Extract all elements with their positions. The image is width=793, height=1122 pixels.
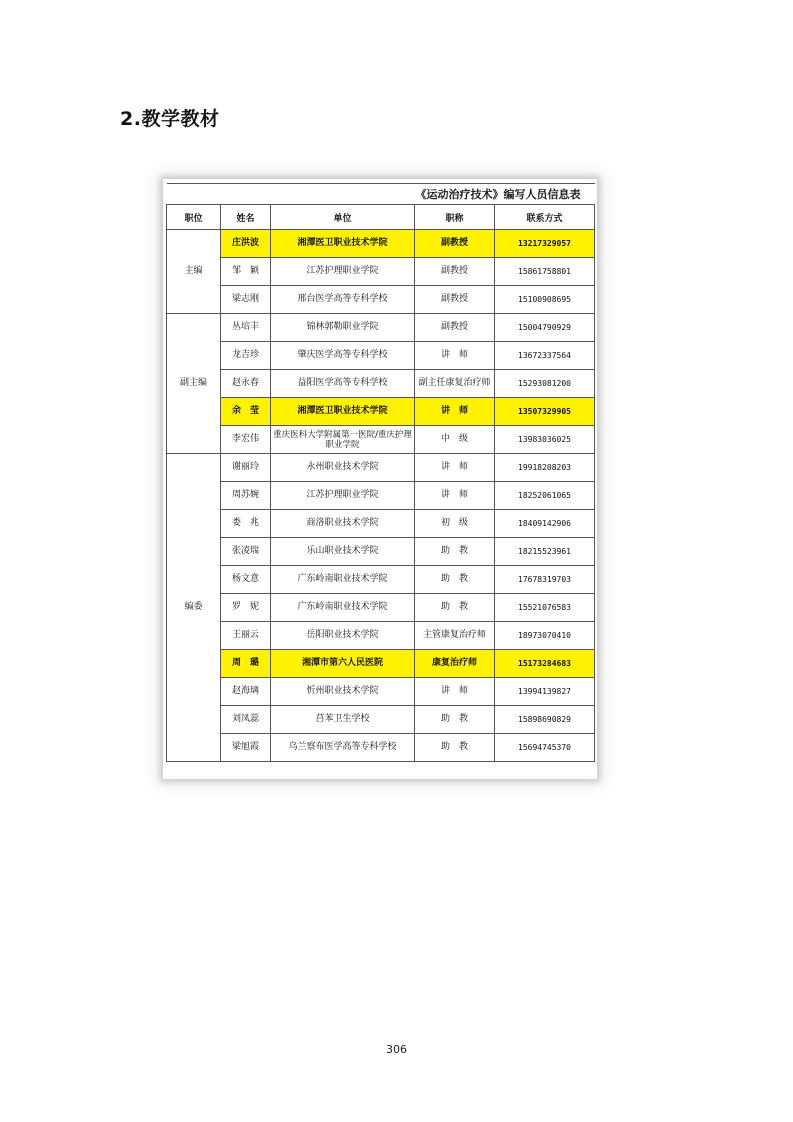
header-unit: 单位 <box>271 205 415 230</box>
title-cell: 助 教 <box>415 594 495 622</box>
table-row <box>167 398 595 426</box>
unit-cell: 乐山职业技术学院 <box>271 538 415 566</box>
title-cell: 主管康复治疗师 <box>415 622 495 650</box>
name-cell: 余 莹 <box>221 398 271 426</box>
phone-cell: 18409142906 <box>495 510 595 538</box>
name-cell: 刘凤蕊 <box>221 706 271 734</box>
phone-cell: 15293081200 <box>495 370 595 398</box>
phone-cell: 13507329905 <box>495 398 595 426</box>
table-row <box>167 734 595 762</box>
name-cell: 梁旭霞 <box>221 734 271 762</box>
unit-cell: 江苏护理职业学院 <box>271 482 415 510</box>
phone-cell: 15004790929 <box>495 314 595 342</box>
title-cell: 助 教 <box>415 538 495 566</box>
unit-cell: 江苏护理职业学院 <box>271 258 415 286</box>
title-cell: 讲 师 <box>415 482 495 510</box>
title-cell: 初 级 <box>415 510 495 538</box>
title-cell: 助 教 <box>415 706 495 734</box>
position-cell: 副主编 <box>167 314 221 454</box>
unit-cell: 锦林郭勒职业学院 <box>271 314 415 342</box>
title-cell: 副教授 <box>415 258 495 286</box>
unit-cell: 忻州职业技术学院 <box>271 678 415 706</box>
phone-cell: 17678319703 <box>495 566 595 594</box>
author-info-table <box>166 183 595 762</box>
phone-cell: 15100908695 <box>495 286 595 314</box>
header-name: 姓名 <box>221 205 271 230</box>
title-cell: 副主任康复治疗师 <box>415 370 495 398</box>
phone-cell: 13994139827 <box>495 678 595 706</box>
name-cell: 李宏伟 <box>221 426 271 454</box>
unit-cell: 永州职业技术学院 <box>271 454 415 482</box>
table-row <box>167 370 595 398</box>
table-row <box>167 566 595 594</box>
header-title: 职称 <box>415 205 495 230</box>
phone-cell: 19918208203 <box>495 454 595 482</box>
phone-cell: 18215523961 <box>495 538 595 566</box>
table-row <box>167 482 595 510</box>
unit-cell: 湘潭医卫职业技术学院 <box>271 398 415 426</box>
section-heading: 2.教学教材 <box>120 108 220 130</box>
name-cell: 罗 妮 <box>221 594 271 622</box>
name-cell: 丛培丰 <box>221 314 271 342</box>
header-contact: 联系方式 <box>495 205 595 230</box>
title-cell: 康复治疗师 <box>415 650 495 678</box>
name-cell: 周苏婉 <box>221 482 271 510</box>
title-cell: 中 级 <box>415 426 495 454</box>
phone-cell: 18973070410 <box>495 622 595 650</box>
phone-cell: 15898690829 <box>495 706 595 734</box>
phone-cell: 18252061065 <box>495 482 595 510</box>
name-cell: 邹 颖 <box>221 258 271 286</box>
unit-cell: 益阳医学高等专科学校 <box>271 370 415 398</box>
title-cell: 讲 师 <box>415 454 495 482</box>
table-row <box>167 258 595 286</box>
unit-cell: 岳阳职业技术学院 <box>271 622 415 650</box>
phone-cell: 13983036025 <box>495 426 595 454</box>
table-row <box>167 594 595 622</box>
page-number: 306 <box>386 1043 407 1056</box>
unit-cell: 湘潭医卫职业技术学院 <box>271 230 415 258</box>
name-cell: 赵永春 <box>221 370 271 398</box>
table-row <box>167 510 595 538</box>
phone-cell: 13217329057 <box>495 230 595 258</box>
phone-cell: 15173284683 <box>495 650 595 678</box>
title-cell: 助 教 <box>415 734 495 762</box>
phone-cell: 15521076583 <box>495 594 595 622</box>
name-cell: 张凌瑞 <box>221 538 271 566</box>
unit-cell: 重庆医科大学附属第一医院/重庆护理职业学院 <box>271 426 415 454</box>
title-cell: 副教授 <box>415 286 495 314</box>
table-row <box>167 706 595 734</box>
name-cell: 娄 兆 <box>221 510 271 538</box>
header-position: 职位 <box>167 205 221 230</box>
title-cell: 讲 师 <box>415 678 495 706</box>
table-title-row <box>167 184 595 205</box>
table-row <box>167 678 595 706</box>
table-row <box>167 622 595 650</box>
unit-cell: 湘潭市第六人民医院 <box>271 650 415 678</box>
scanned-table-image <box>163 179 597 779</box>
unit-cell: 商洛职业技术学院 <box>271 510 415 538</box>
name-cell: 杨文意 <box>221 566 271 594</box>
unit-cell: 广东岭南职业技术学院 <box>271 594 415 622</box>
unit-cell: 乌兰察布医学高等专科学校 <box>271 734 415 762</box>
phone-cell: 15861758801 <box>495 258 595 286</box>
position-cell: 编委 <box>167 454 221 762</box>
table-header-row <box>167 205 595 230</box>
unit-cell: 邢台医学高等专科学校 <box>271 286 415 314</box>
unit-cell: 广东岭南职业技术学院 <box>271 566 415 594</box>
name-cell: 梁志刚 <box>221 286 271 314</box>
table-row <box>167 538 595 566</box>
position-cell: 主编 <box>167 230 221 314</box>
table-row <box>167 314 595 342</box>
unit-cell: 肇庆医学高等专科学校 <box>271 342 415 370</box>
table-row <box>167 230 595 258</box>
name-cell: 周 璐 <box>221 650 271 678</box>
unit-cell: 莒苯卫生学校 <box>271 706 415 734</box>
phone-cell: 13672337564 <box>495 342 595 370</box>
table-row <box>167 426 595 454</box>
title-cell: 助 教 <box>415 566 495 594</box>
name-cell: 庄洪波 <box>221 230 271 258</box>
title-cell: 副教授 <box>415 230 495 258</box>
name-cell: 谢丽玲 <box>221 454 271 482</box>
table-row <box>167 650 595 678</box>
table-row <box>167 286 595 314</box>
name-cell: 王丽云 <box>221 622 271 650</box>
name-cell: 龙吉珍 <box>221 342 271 370</box>
title-cell: 讲 师 <box>415 342 495 370</box>
table-title: 《运动治疗技术》编写人员信息表 <box>167 184 595 205</box>
table-row <box>167 342 595 370</box>
title-cell: 讲 师 <box>415 398 495 426</box>
name-cell: 赵海璃 <box>221 678 271 706</box>
phone-cell: 15694745370 <box>495 734 595 762</box>
table-row <box>167 454 595 482</box>
title-cell: 副教授 <box>415 314 495 342</box>
